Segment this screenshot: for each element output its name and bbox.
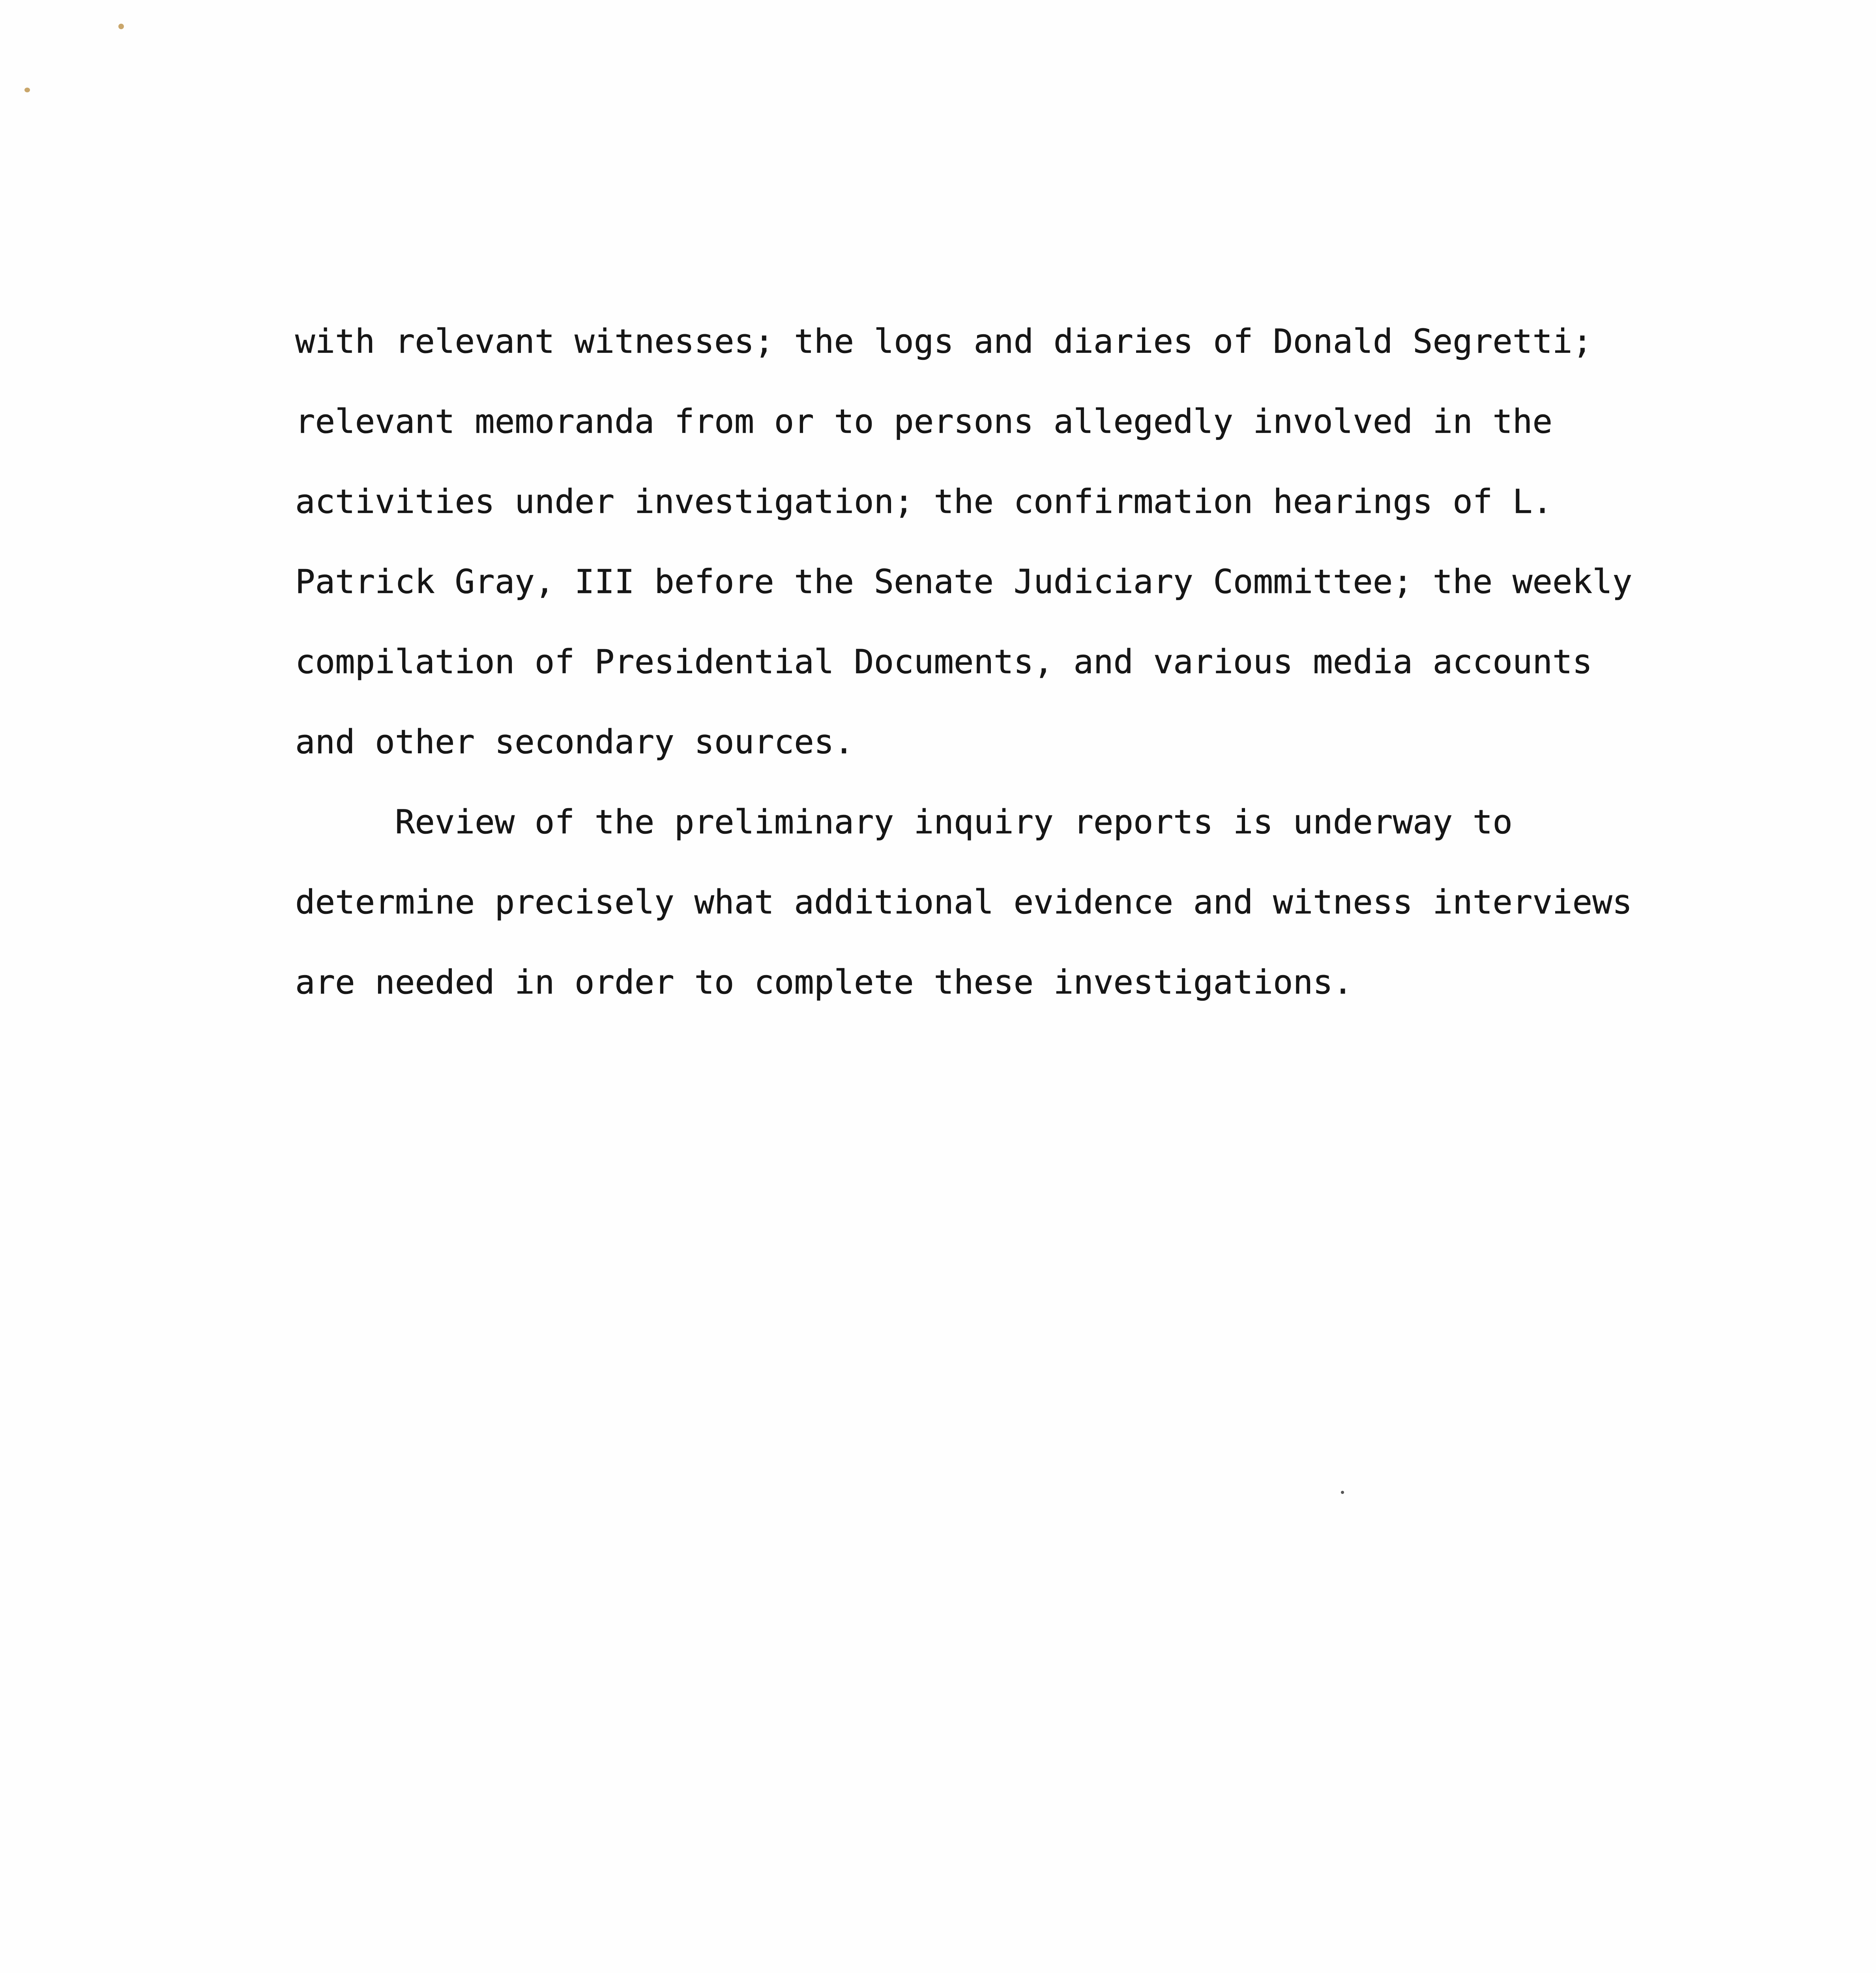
text-line: Review of the preliminary inquiry reports is underway to xyxy=(295,803,1513,841)
text-line: activities under investigation; the confirmation hearings of L. xyxy=(295,482,1553,521)
text-line: and other secondary sources. xyxy=(295,723,854,761)
scan-speck xyxy=(1341,1491,1344,1494)
scan-speck xyxy=(24,88,30,92)
scan-speck xyxy=(118,24,124,29)
text-line: determine precisely what additional evidence and witness interviews xyxy=(295,883,1633,921)
text-line: are needed in order to complete these investigations. xyxy=(295,963,1353,1001)
text-line: Patrick Gray, III before the Senate Judiciary Committee; the weekly xyxy=(295,562,1633,601)
text-line: compilation of Presidential Documents, and various media accounts xyxy=(295,642,1593,681)
text-line: relevant memoranda from or to persons allegedly involved in the xyxy=(295,402,1553,441)
text-line: with relevant witnesses; the logs and diaries of Donald Segretti; xyxy=(295,322,1593,361)
